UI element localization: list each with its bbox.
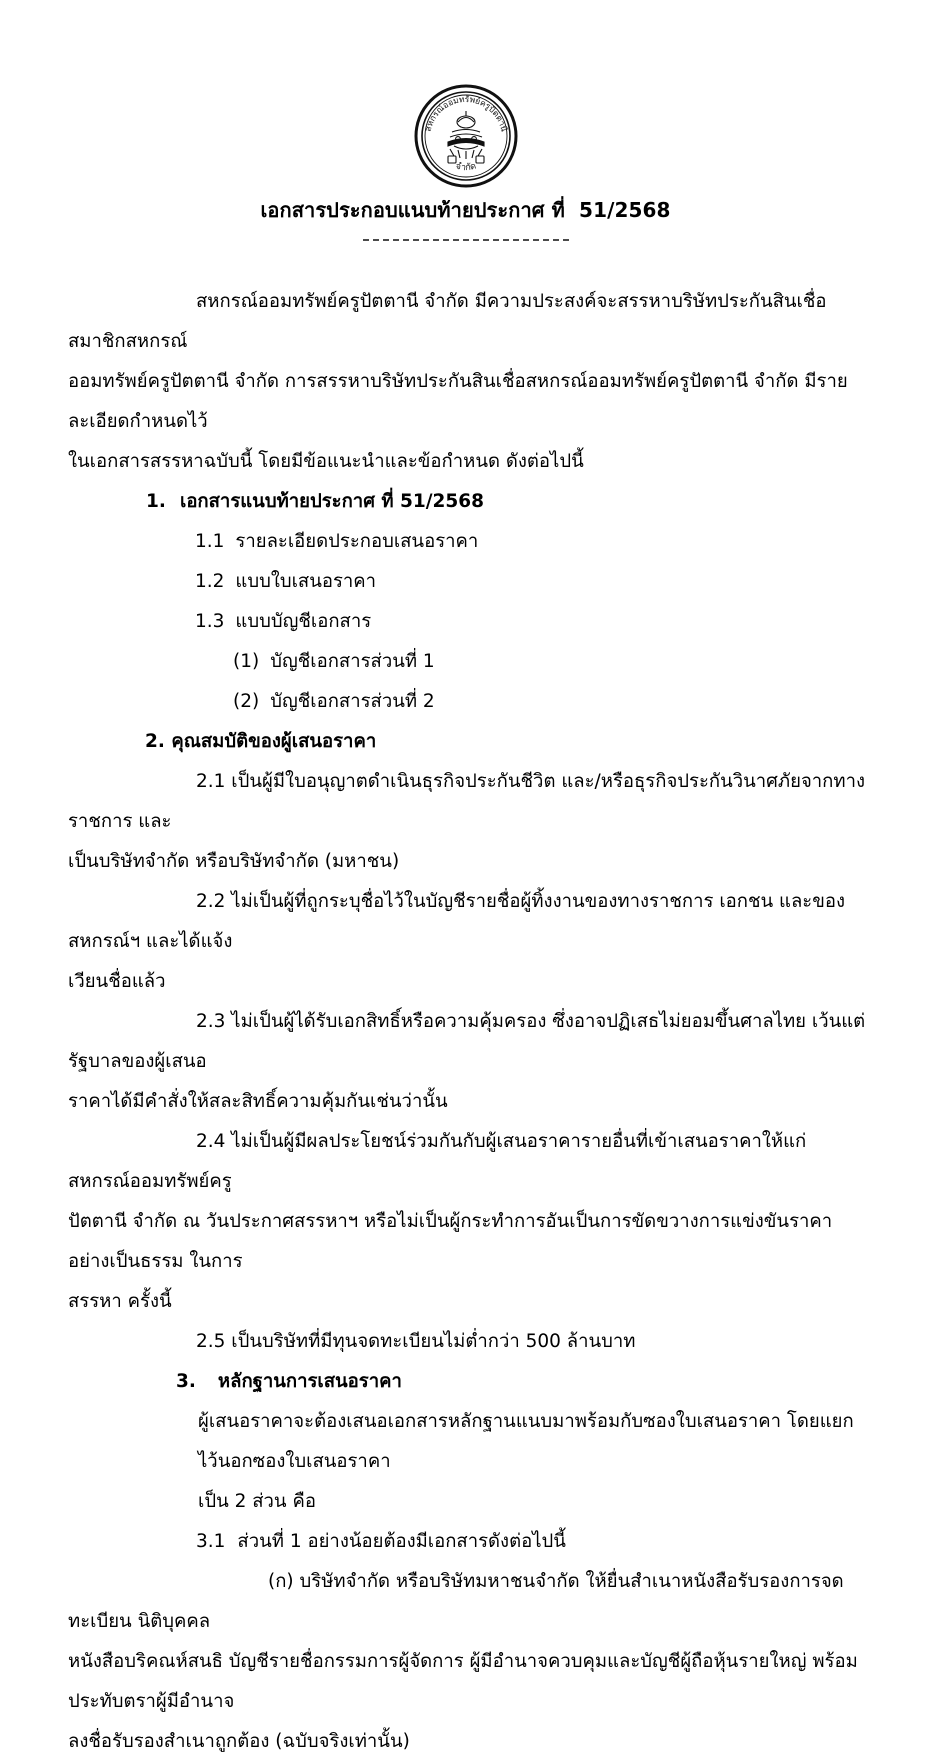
section-3-label: หลักฐานการเสนอราคา: [217, 1371, 402, 1392]
page-title: เอกสารประกอบแนบท้ายประกาศ ที่ 51/2568: [260, 198, 671, 222]
section-3-number: 3.: [176, 1371, 196, 1392]
item-1-3-sub-1: [68, 642, 868, 682]
item-1-3-sub-2-number: (2): [233, 691, 260, 712]
section-3-heading: [68, 1362, 868, 1402]
item-1-3-sub-1-number: (1): [233, 651, 260, 672]
item-3-1: [68, 1522, 868, 1562]
item-2-5-line-1: 2.5 เป็นบริษัทที่มีทุนจดทะเบียนไม่ต่ำกว่า 500 ล้านบาท: [196, 1331, 636, 1352]
svg-text:สหกรณ์ออมทรัพย์ครูปัตตานี: สหกรณ์ออมทรัพย์ครูปัตตานี: [422, 93, 509, 133]
item-1-3-sub-1-label: บัญชีเอกสารส่วนที่ 1: [270, 651, 435, 672]
svg-text:จำกัด: จำกัด: [454, 161, 477, 174]
item-2-4-line-2: ปัตตานี จำกัด ณ วันประกาศสรรหาฯ หรือไม่เป็นผู้กระทำการอันเป็นการขัดขวางการแข่งขันราคาอย่างเป็นธรรม ในการ: [68, 1211, 833, 1272]
item-2-3-line-2: ราคาได้มีคำสั่งให้สละสิทธิ์ความคุ้มกันเช่นว่านั้น: [68, 1091, 448, 1112]
item-3-1-number: 3.1: [196, 1531, 226, 1552]
item-3-1-k-line-1: (ก) บริษัทจำกัด หรือบริษัทมหาชนจำกัด ให้ยื่นสำเนาหนังสือรับรองการจดทะเบียน นิติบุคคล: [68, 1571, 844, 1632]
section-3-body-line-1: ผู้เสนอราคาจะต้องเสนอเอกสารหลักฐานแนบมาพร้อมกับซองใบเสนอราคา โดยแยกไว้นอกซองใบเสนอราคา: [198, 1411, 854, 1472]
section-1-heading: [68, 482, 868, 522]
item-2-1-line-2: เป็นบริษัทจำกัด หรือบริษัทจำกัด (มหาชน): [68, 851, 400, 872]
item-1-2-number: 1.2: [195, 571, 225, 592]
item-1-3-sub-2: [68, 682, 868, 722]
item-3-1-label: ส่วนที่ 1 อย่างน้อยต้องมีเอกสารดังต่อไปนี้: [237, 1531, 566, 1552]
document-body: [68, 282, 868, 1762]
dashed-separator: [363, 239, 569, 241]
seal-container: [0, 84, 931, 188]
section-1-number: 1.: [146, 491, 166, 512]
item-1-1-number: 1.1: [195, 531, 225, 552]
item-2-4-line-1: 2.4 ไม่เป็นผู้มีผลประโยชน์ร่วมกันกับผู้เสนอราคารายอื่นที่เข้าเสนอราคาให้แก่ สหกรณ์ออมทรัพย์ครู: [68, 1131, 807, 1192]
section-3-body-line-2: เป็น 2 ส่วน คือ: [198, 1491, 316, 1512]
section-2-heading: 2. คุณสมบัติของผู้เสนอราคา: [145, 731, 377, 752]
cooperative-seal-icon: [414, 84, 518, 188]
item-1-3-number: 1.3: [195, 611, 225, 632]
item-1-1: [68, 522, 868, 562]
item-2-4-line-3: สรรหา ครั้งนี้: [68, 1291, 172, 1312]
section-1-label: เอกสารแนบท้ายประกาศ ที่ 51/2568: [180, 491, 485, 512]
item-1-1-label: รายละเอียดประกอบเสนอราคา: [235, 531, 479, 552]
item-2-2-line-2: เวียนชื่อแล้ว: [68, 971, 166, 992]
title-block: [0, 198, 931, 241]
item-1-3-sub-2-label: บัญชีเอกสารส่วนที่ 2: [270, 691, 435, 712]
item-3-1-k-line-2: หนังสือบริคณห์สนธิ บัญชีรายชื่อกรรมการผู้จัดการ ผู้มีอำนาจควบคุมและบัญชีผู้ถือหุ้นรายใหญ่ พร้อมประทับตราผู้มีอำนาจ: [68, 1651, 858, 1712]
item-3-1-k-line-3: ลงชื่อรับรองสำเนาถูกต้อง (ฉบับจริงเท่านั้น): [68, 1731, 410, 1752]
item-1-2: [68, 562, 868, 602]
item-2-2-line-1: 2.2 ไม่เป็นผู้ที่ถูกระบุชื่อไว้ในบัญชีรายชื่อผู้ทิ้งงานของทางราชการ เอกชน และของสหกรณ์ฯ และได้แจ้ง: [68, 891, 846, 952]
item-1-3: [68, 602, 868, 642]
item-1-2-label: แบบใบเสนอราคา: [235, 571, 377, 592]
intro-line-3: ในเอกสารสรรหาฉบับนี้ โดยมีข้อแนะนำและข้อกำหนด ดังต่อไปนี้: [68, 451, 584, 472]
item-2-1-line-1: 2.1 เป็นผู้มีใบอนุญาตดำเนินธุรกิจประกันชีวิต และ/หรือธุรกิจประกันวินาศภัยจากทางราชการ และ: [68, 771, 865, 832]
intro-line-2: ออมทรัพย์ครูปัตตานี จำกัด การสรรหาบริษัทประกันสินเชื่อสหกรณ์ออมทรัพย์ครูปัตตานี จำกัด มีรายละเอียดกำหนดไว้: [68, 371, 848, 432]
item-2-3-line-1: 2.3 ไม่เป็นผู้ได้รับเอกสิทธิ์หรือความคุ้มครอง ซึ่งอาจปฏิเสธไม่ยอมขึ้นศาลไทย เว้นแต่รัฐบาลของผู้เสนอ: [68, 1011, 866, 1072]
intro-line-1: สหกรณ์ออมทรัพย์ครูปัตตานี จำกัด มีความประสงค์จะสรรหาบริษัทประกันสินเชื่อสมาชิกสหกรณ์: [68, 291, 827, 352]
item-1-3-label: แบบบัญชีเอกสาร: [235, 611, 372, 632]
title-separator-row: [0, 239, 931, 241]
